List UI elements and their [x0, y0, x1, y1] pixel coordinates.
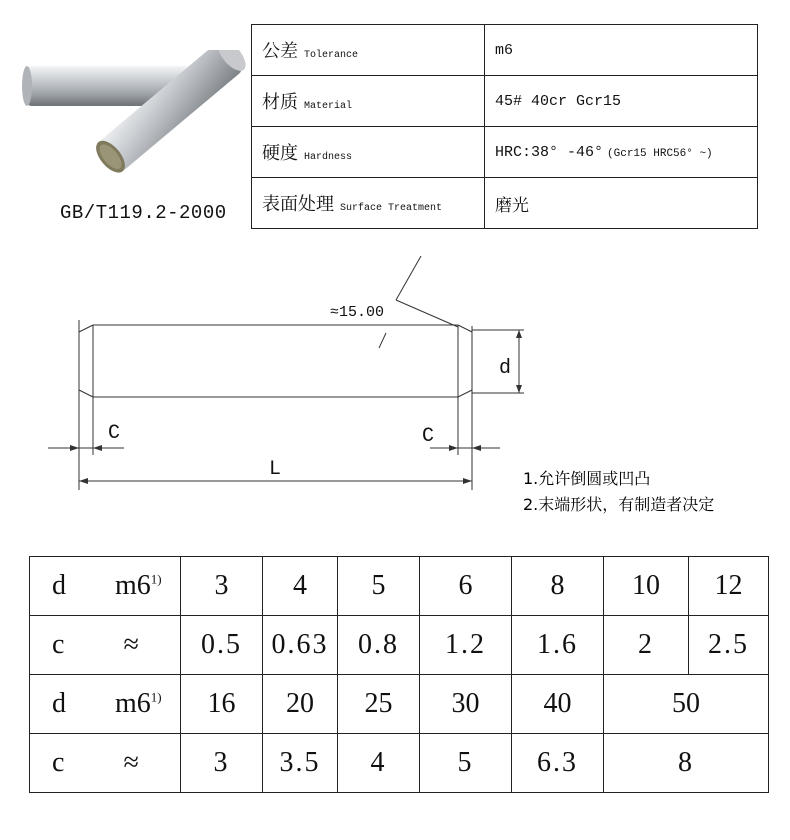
d-cell: 30	[420, 675, 512, 734]
spec-table	[251, 24, 758, 229]
tolerance-label-zh: 公差	[262, 41, 298, 62]
approx-label: ≈	[123, 747, 139, 778]
m6-label: m6	[115, 570, 151, 601]
footnote-mark: 1)	[150, 571, 162, 587]
standard-number: GB/T119.2-2000	[60, 202, 227, 224]
d-cell: 40	[512, 675, 604, 734]
d-label: d	[499, 357, 512, 380]
d-cell: 25	[338, 675, 420, 734]
pin-technical-drawing	[0, 250, 790, 550]
m6-label: m6	[115, 688, 151, 719]
d-cell: 6	[420, 557, 512, 616]
hardness-label-zh: 硬度	[262, 143, 298, 164]
size-table	[29, 556, 769, 793]
c-cell: 1.2	[420, 616, 512, 675]
l-label: L	[269, 458, 282, 481]
size-row-d-2	[30, 675, 769, 734]
spec-row-material	[252, 76, 758, 127]
hardness-label-en: Hardness	[304, 152, 353, 163]
c-cell: 0.8	[338, 616, 420, 675]
c-cell: 0.5	[181, 616, 263, 675]
dimension-arrows	[70, 330, 522, 484]
c-row-label: c	[52, 747, 65, 778]
d-cell: 5	[338, 557, 420, 616]
surface-value: 磨光	[495, 195, 529, 216]
spec-row-tolerance	[252, 25, 758, 76]
c-cell: 0.63	[263, 616, 338, 675]
c-right-label: C	[422, 425, 435, 448]
surface-label-en: Surface Treatment	[340, 203, 443, 214]
material-label-zh: 材质	[262, 92, 298, 113]
approx-label: ≈	[123, 629, 139, 660]
hardness-note: (Gcr15 HRC56° ~)	[607, 147, 713, 160]
footnote-mark: 1)	[150, 689, 162, 705]
d-cell: 4	[263, 557, 338, 616]
spec-row-hardness	[252, 127, 758, 178]
note-2: 2.末端形状，有制造者决定	[523, 495, 715, 514]
d-row-label: d	[52, 570, 66, 601]
d-cell: 20	[263, 675, 338, 734]
surface-label-zh: 表面处理	[262, 194, 334, 215]
material-label-en: Material	[304, 101, 353, 112]
size-row-d-1	[30, 557, 769, 616]
c-cell: 4	[338, 734, 420, 793]
d-row-label: d	[52, 688, 66, 719]
c-cell: 8	[604, 734, 769, 793]
size-row-c-2	[30, 734, 769, 793]
d-cell: 8	[512, 557, 604, 616]
angle-leader	[396, 300, 458, 327]
spec-row-surface	[252, 178, 758, 229]
tolerance-label-en: Tolerance	[304, 50, 359, 61]
c-row-label: c	[52, 629, 65, 660]
c-cell: 2.5	[689, 616, 769, 675]
d-cell: 16	[181, 675, 263, 734]
c-cell: 1.6	[512, 616, 604, 675]
size-row-c-1	[30, 616, 769, 675]
d-cell: 12	[689, 557, 769, 616]
dowel-pin-photo	[14, 50, 254, 200]
hardness-value: HRC:38° -46°	[495, 143, 604, 161]
c-cell: 5	[420, 734, 512, 793]
d-cell: 3	[181, 557, 263, 616]
c-cell: 3	[181, 734, 263, 793]
material-value: 45# 40cr Gcr15	[485, 76, 758, 127]
note-1: 1.允许倒圆或凹凸	[523, 469, 651, 488]
angle-label: ≈15.00	[330, 304, 385, 321]
c-cell: 6.3	[512, 734, 604, 793]
c-left-label: C	[108, 422, 121, 445]
tolerance-value: m6	[485, 25, 758, 76]
d-cell: 10	[604, 557, 689, 616]
c-cell: 2	[604, 616, 689, 675]
d-cell: 50	[604, 675, 769, 734]
c-cell: 3.5	[263, 734, 338, 793]
